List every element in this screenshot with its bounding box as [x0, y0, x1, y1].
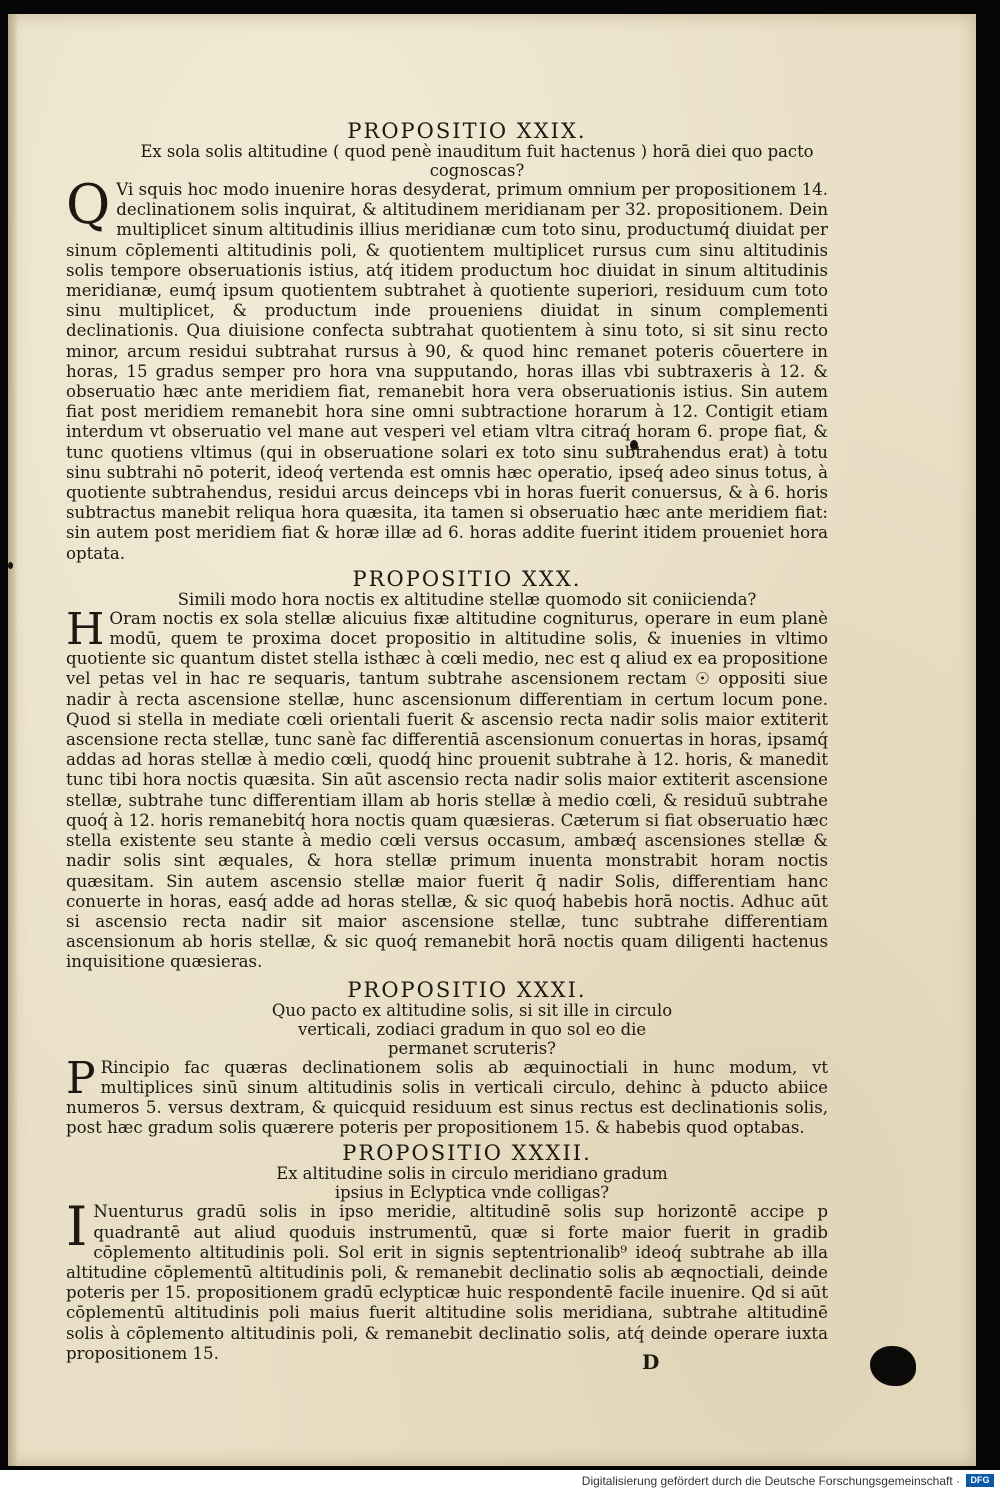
ink-dot	[8, 562, 13, 569]
section-xxxi	[66, 979, 828, 1139]
section-heading: PROPOSITIO XXXII.	[342, 1141, 592, 1166]
section-heading: PROPOSITIO XXIX.	[347, 119, 587, 143]
section-xxx	[66, 568, 828, 973]
section-body	[66, 173, 828, 564]
section-xxix	[66, 120, 828, 564]
page-edge	[8, 14, 18, 1466]
footer-bar	[0, 1470, 1000, 1492]
page-leaf	[8, 14, 976, 1466]
section-body	[66, 1195, 828, 1364]
dropcap: H	[66, 603, 105, 655]
text-block	[66, 120, 828, 1364]
section-heading: PROPOSITIO XXXI.	[347, 977, 587, 1002]
signature-mark: D	[642, 1350, 660, 1374]
section-text: Nuenturus gradū solis in ipso meridie, altitudinē solis sup horizontē accipe p quadrantē aut aliud quoduis instrumentū, quæ si forte maior fuerit in gradib cōplemento altitudinis poli. Sol erit in signis septentrionalib⁹ ideoq́ subtrahe ab illa altitudine cōplementū altitudinis poli, & remanebit declinatio solis ab æqnoctiali, deinde poteris per 15. propositionem gradū eclypticæ huic respondentē facile inuenire. Qd si aūt cōplementū altitudinis poli maius fuerit altitudine solis meridiana, subtrahe altitudinē solis à cōplemento altitudinis poli, & remanebit declinatio solis, atq́ deinde operare iuxta propositionem 15.	[66, 1202, 828, 1363]
dropcap: Q	[66, 173, 111, 236]
section-body	[66, 1052, 828, 1139]
section-heading: PROPOSITIO XXX.	[352, 566, 582, 591]
section-subtitle: Ex sola solis altitudine ( quod penè inauditum fuit hactenus ) horā diei quo pacto cognoscas?	[140, 142, 814, 180]
dfg-logo: DFG	[966, 1474, 994, 1487]
ink-stain	[870, 1346, 916, 1386]
section-text: Oram noctis ex sola stellæ alicuius fixæ altitudine cogniturus, operare in eum planè modū, quem te proxima docet propositio in altitudine solis, & inuenies in vltimo quotiente sic quantum distet stella isthæc à cœli medio, nec est q aliud ex ea propositione vel petas vel in hac re sequaris, tantum subtrahe ascensionem rectam ☉ oppositi siue nadir à recta ascensione stellæ, hunc ascensionum differentiam in certum locum pone. Quod si stella in mediate cœli orientali fuerit & ascensio recta nadir solis maior extiterit ascensione recta stellæ, tunc sanè fac differentiā ascensionum conuertas in horas, ipsamq́ addas ad horas stellæ à medio cœli, quodq́ hinc prouenit subtrahe à 12. horis, & manedit tunc tibi hora noctis quæsita. Sin aūt ascensio recta nadir solis maior extiterit ascensione stellæ, subtrahe tunc differentiam illam ab horis stellæ à medio cœli, & residuū subtrahe quoq́ à 12. horis remanebitq́ hora noctis quam quæsieras. Cæterum si fiat obseruatio hæc stella existente seu stante à medio cœli versus occasum, ambæq́ ascensiones stellæ & nadir solis sint æquales, & hora stellæ primum inuenta monstrabit horam noctis quæsitam. Sin autem ascensio stellæ maior fuerit q̄ nadir Solis, differentiam hanc conuerte in horas, easq́ adde ad horas stellæ, & sic quoq́ habebis horā noctis. Adhuc aūt si ascensio recta nadir sit maior ascensione stellæ, tunc subtrahe differentiam ascensionum ab horis stellæ, & sic quoq́ remanebit horā noctis quam diligenti hactenus inquisitione quæsieras.	[66, 608, 828, 972]
section-text: Rincipio fac quæras declinationem solis ab æquinoctiali in hunc modum, vt multiplices sinū sinum altitudinis solis in verticali circulo, dehinc à pducto abiice numeros 5. versus dextram, & quicquid residuum est sinus rectus est declinationis solis, post hæc gradum solis quærere poteris per propositionem 15. & habebis quod optabas.	[66, 1057, 828, 1138]
section-xxxii	[66, 1142, 828, 1364]
dropcap: I	[66, 1195, 88, 1259]
section-text: Vi squis hoc modo inuenire horas desyderat, primum omnium per propositionem 14. declinationem solis inquirat, & altitudinem meridianam per 32. propositionem. Dein multiplicet sinum altitudinis illius meridianæ cum toto sinu, productumq́ diuidat per sinum cōplementi altitudinis poli, & quotientem multiplicet rursus cum sinu altitudinis solis tempore obseruationis istius, atq́ itidem productum hoc diuidat in sinum altitudinis meridianæ, eumq́ ipsum quotientem subtrahet à quotiente superiori, residuum cum toto sinu multiplicet, & productum inde proueniens diuidat in sinum complementi declinationis. Qua diuisione confecta subtrahat quotientem à sinu toto, si sit sinu recto minor, arcum residui subtrahat rursus à 90, & quod hinc remanet poteris cōuertere in horas, 15 gradus semper pro hora vna supputando, horas illas vbi subtraxeris à 12. & obseruatio hæc ante meridiem fiat, remanebit hora vera obseruationis istius. Sin autem fiat post meridiem remanebit hora sine omni subtractione horarum à 12. Contigit etiam interdum vt obseruatio vel mane aut vesperi vel etiam vltra citraq́ horam 6. prope fiat, & tunc quotiens vltimus (qui in obseruatione solari ex toto sinu subtrahendus erat) à totu sinu subtrahi nō poterit, ideoq́ vertenda est omnis hæc operatio, ipseq́ adeo sinus totus, à quotiente subtrahendus, residui arcus deinceps vbi in horas fuerit conuersus, & à 6. horis subtractus manebit reliqua hora quæsita, ita tamen si obseruatio hæc ante meridiem fiat: sin autem post meridiem fiat & horæ illæ ad 6. horas addite fuerint itidem proueniet hora optata.	[66, 180, 828, 563]
funding-credit: Digitalisierung gefördert durch die Deutsche Forschungsgemeinschaft ·	[581, 1474, 960, 1488]
section-subtitle: Quo pacto ex altitudine solis, si sit ille in circulo verticali, zodiaci gradum in quo sol eo die permanet scruteris?	[271, 1000, 673, 1058]
section-subtitle: Simili modo hora noctis ex altitudine stellæ quomodo sit coniicienda?	[177, 589, 757, 609]
dropcap: P	[66, 1052, 96, 1104]
section-body	[66, 603, 828, 973]
section-subtitle: Ex altitudine solis in circulo meridiano gradum ipsius in Eclyptica vnde colligas?	[276, 1164, 668, 1203]
